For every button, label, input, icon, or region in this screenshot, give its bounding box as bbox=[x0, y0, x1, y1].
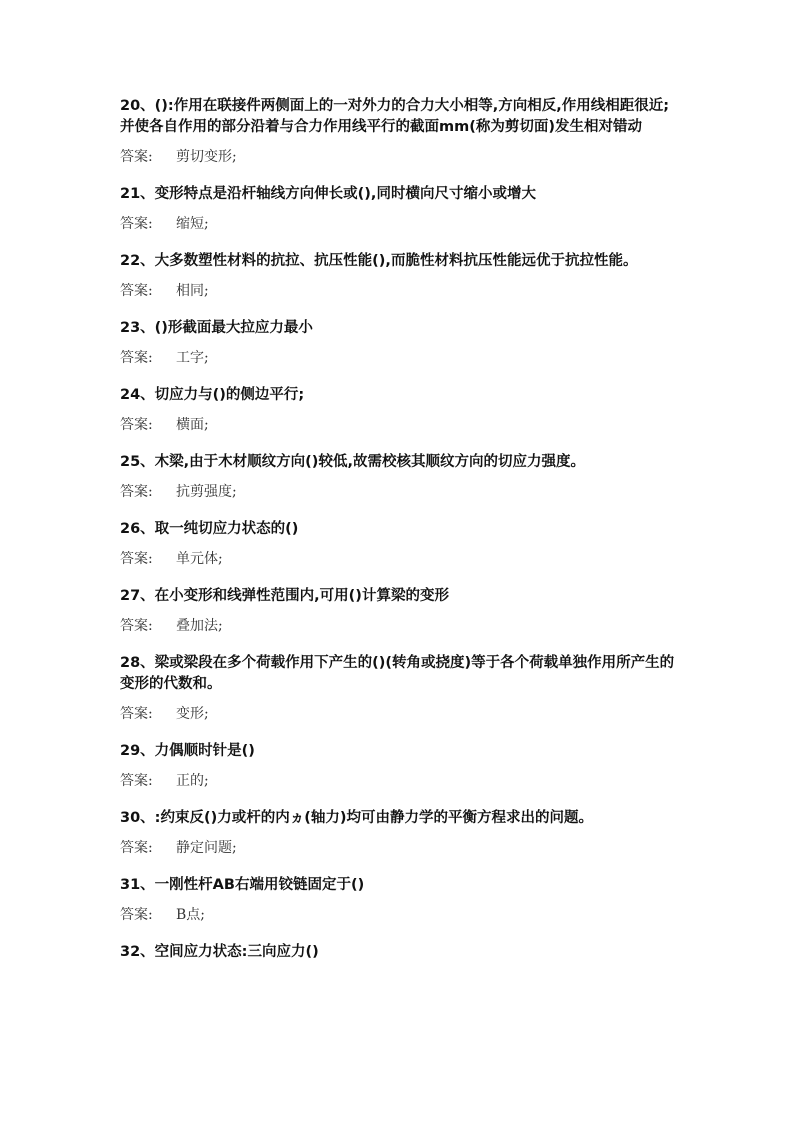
answer-label: 答案: bbox=[120, 350, 153, 366]
question-text: 26、取一纯切应力状态的() bbox=[120, 521, 299, 537]
answer-line bbox=[120, 771, 680, 792]
question-item bbox=[120, 385, 680, 436]
answer-text: 正的; bbox=[176, 773, 209, 789]
answer-label: 答案: bbox=[120, 618, 153, 634]
question-item bbox=[120, 586, 680, 637]
answer-text: 抗剪强度; bbox=[176, 484, 237, 500]
answer-text: 横面; bbox=[176, 417, 209, 433]
answer-text: 单元体; bbox=[176, 551, 223, 567]
answer-label: 答案: bbox=[120, 907, 153, 923]
answer-label: 答案: bbox=[120, 216, 153, 232]
answer-text: 变形; bbox=[176, 706, 209, 722]
answer-label: 答案: bbox=[120, 551, 153, 567]
question-item bbox=[120, 452, 680, 503]
question-item bbox=[120, 184, 680, 235]
answer-line bbox=[120, 616, 680, 637]
answer-label: 答案: bbox=[120, 773, 153, 789]
question-item bbox=[120, 653, 680, 725]
answer-label: 答案: bbox=[120, 417, 153, 433]
question-text: 29、力偶顺时针是() bbox=[120, 743, 255, 759]
question-item bbox=[120, 318, 680, 369]
question-text: 24、切应力与()的侧边平行; bbox=[120, 387, 305, 403]
question-item bbox=[120, 251, 680, 302]
answer-text: 缩短; bbox=[176, 216, 209, 232]
answer-line bbox=[120, 147, 680, 168]
answer-line bbox=[120, 549, 680, 570]
question-item bbox=[120, 741, 680, 792]
answer-line bbox=[120, 214, 680, 235]
question-item bbox=[120, 942, 680, 963]
answer-line bbox=[120, 415, 680, 436]
question-text: 32、空间应力状态:三向应力() bbox=[120, 944, 319, 960]
question-item bbox=[120, 519, 680, 570]
answer-label: 答案: bbox=[120, 283, 153, 299]
question-text: 25、木梁,由于木材顺纹方向()较低,故需校核其顺纹方向的切应力强度。 bbox=[120, 454, 585, 470]
question-item bbox=[120, 808, 680, 859]
answer-text: 叠加法; bbox=[176, 618, 223, 634]
answer-text: 工字; bbox=[176, 350, 209, 366]
answer-line bbox=[120, 482, 680, 503]
question-text: 27、在小变形和线弹性范围内,可用()计算梁的变形 bbox=[120, 588, 449, 604]
document-page bbox=[120, 96, 680, 963]
answer-text: B点; bbox=[176, 907, 206, 923]
question-text: 22、大多数塑性材料的抗拉、抗压性能(),而脆性材料抗压性能远优于抗拉性能。 bbox=[120, 253, 638, 269]
answer-label: 答案: bbox=[120, 149, 153, 165]
question-text: 20、():作用在联接件两侧面上的一对外力的合力大小相等,方向相反,作用线相距很近;并使各自作用的部分沿着与合力作用线平行的截面mm(称为剪切面)发生相对错动 bbox=[120, 98, 670, 135]
answer-label: 答案: bbox=[120, 840, 153, 856]
question-text: 21、变形特点是沿杆轴线方向伸长或(),同时横向尺寸缩小或增大 bbox=[120, 186, 536, 202]
answer-line bbox=[120, 838, 680, 859]
answer-text: 静定问题; bbox=[176, 840, 237, 856]
question-item bbox=[120, 875, 680, 926]
question-text: 23、()形截面最大拉应力最小 bbox=[120, 320, 313, 336]
answer-text: 剪切变形; bbox=[176, 149, 237, 165]
answer-line bbox=[120, 281, 680, 302]
question-text: 28、梁或梁段在多个荷载作用下产生的()(转角或挠度)等于各个荷载单独作用所产生的变形的代数和。 bbox=[120, 655, 675, 692]
answer-label: 答案: bbox=[120, 706, 153, 722]
answer-line bbox=[120, 348, 680, 369]
answer-line bbox=[120, 704, 680, 725]
question-text: 31、一刚性杆AB右端用铰链固定于() bbox=[120, 877, 365, 893]
answer-text: 相同; bbox=[176, 283, 209, 299]
question-text: 30、:约束反()力或杆的内ヵ(轴力)均可由静力学的平衡方程求出的问题。 bbox=[120, 810, 593, 826]
answer-line bbox=[120, 905, 680, 926]
answer-label: 答案: bbox=[120, 484, 153, 500]
question-item bbox=[120, 96, 680, 168]
